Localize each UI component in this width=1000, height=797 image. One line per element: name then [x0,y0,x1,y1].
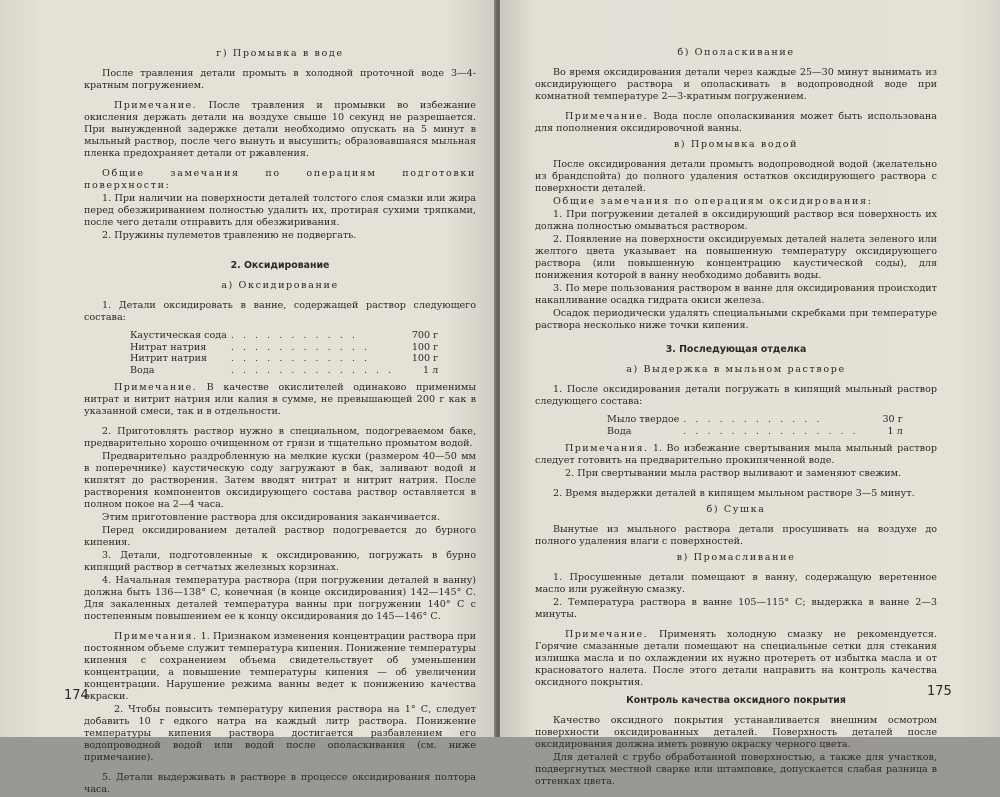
recipe-table [607,414,903,437]
note-text: 1. Признаком изменения концентрации раствора при постоянном объеме служит температура кипения. Понижение температуры кипения с сохранением объема свидетельствует об уменьшении концентрации, а повышение температуры кипения — об увеличении концентрации. Нарушение режима ванны ведет к понижению качества окраски. [84,631,477,702]
paragraph: После оксидирования детали промыть водопроводной водой (желательно из брандспойта) до полного удаления остатков оксидирующего раствора с поверхности деталей. [535,159,937,194]
recipe-qty: 700 г [411,330,439,341]
paragraph: 1. При наличии на поверхности деталей толстого слоя смазки или жира перед обезжириванием полностью удалить их, протирая сухими тряпками, после чего детали отправить для обезжиривания. [84,193,476,228]
page-number: 175 [927,684,952,699]
paragraph: 2. Пружины пулеметов травлению не подвергать. [102,230,357,241]
recipe-name: Нитрат натрия [130,341,207,353]
subsection-title-oiling: в) Промасливание [676,552,796,563]
note-label: Примечание. [114,382,198,393]
recipe-row: Нитрит натрия . . . . . . . . . . . . 100 г [130,353,439,364]
section-title-oxidation: 2. Оксидирование [230,260,330,271]
recipe-table [130,330,438,376]
left-page [0,0,496,795]
note-text: 2. При свертывании мыла раствор выливают и заменяют свежим. [565,468,902,479]
remarks-title: Общие замечания по операциям подготовки поверхности: [84,168,476,191]
recipe-name: Нитрит натрия [130,353,207,364]
paragraph: Для деталей с грубо обработанной поверхностью, а также для участков, подвергнутых местной сварке или штамповке, допускается слабая разница в оттенках цвета. [535,752,937,787]
section-title-water-wash: в) Промывка водой [673,139,799,150]
paragraph: 2. Приготовлять раствор нужно в специальном, подогреваемом баке, предварительно хорошо очищенном от грязи и тщательно промытом водой. [84,426,476,449]
page-number: 174 [64,688,89,703]
section-title-rinse-water: г) Промывка в воде [216,48,344,59]
paragraph: 1. После оксидирования детали погружать в кипящий мыльный раствор следующего состава: [535,384,937,407]
right-page [500,0,1000,787]
notes-label: Примечания. [114,631,198,642]
paragraph: Вынутые из мыльного раствора детали просушивать на воздухе до полного удаления влаги с поверхностей. [535,524,937,547]
paragraph: Этим приготовление раствора для оксидирования заканчивается. [102,512,440,523]
note [535,629,937,689]
note-label: Примечание. [565,629,649,640]
note [535,111,937,135]
paragraph: Перед оксидированием деталей раствор подогревается до бурного кипения. [84,525,476,548]
paragraph: 1. Просушенные детали помещают в ванну, содержащую веретенное масло или ружейную смазку. [535,572,937,595]
paragraph: 2. Температура раствора в ванне 105—115° С; выдержка в ванне 2—3 минуты. [535,597,937,620]
recipe-name: Вода [130,364,155,376]
note-text: После травления и промывки во избежание окисления держать детали на воздухе свыше 10 секунд не разрешается. При вынужденной задержке детали необходимо опускать на 5 минут в мыльный раствор, после чего вынуть и высушить; образовавшаяся мыльная пленка предохраняет детали от ржавления. [84,100,476,159]
note-label: Примечание. [565,111,649,122]
paragraph: Предварительно раздробленную на мелкие куски (размером 40—50 мм в поперечнике) каустическую соду загружают в бак, заливают водой и кипятят до растворения. Затем вводят нитрат и нитрит натрия. После растворения компонентов оксидирующего состава раствор оставляется в полном покое на 2—4 часа. [84,451,476,510]
paragraph: 5. Детали выдерживать в растворе в процессе оксидирования полтора часа. [84,772,476,795]
paragraph: 2. Появление на поверхности оксидируемых деталей налета зеленого или желтого цвета указывает на повышенную температуру оксидирующего раствора (или повышенную концентрацию каустической соды), для понижения которой в ванну необходимо добавить воды. [535,234,937,281]
section-title-rinsing: б) Ополаскивание [677,47,795,58]
note-text: Применять холодную смазку не рекомендуется. Горячие смазанные детали помещают на специальные сетки для стекания излишка масла и по охлаждении их нужно протереть от избытка масла и от красноватого налета. После этого детали направить на контроль качества оксидного покрытия. [535,629,937,688]
recipe-row: Каустическая сода . . . . . . . . . . . 700 г [130,330,439,341]
recipe-qty: 1 л [422,364,439,376]
note [84,100,476,160]
recipe-row: Вода . . . . . . . . . . . . . . 1 л [130,364,439,376]
subsection-title-soap: а) Выдержка в мыльном растворе [626,364,846,375]
paragraph: 1. Детали оксидировать в ванне, содержащей раствор следующего состава: [84,300,476,323]
note-text: Вода после ополаскивания может быть использована для пополнения оксидировочной ванны. [535,111,937,134]
subsection-title-oxidation: а) Оксидирование [221,280,339,291]
note-text: В качестве окислителей одинаково применимы нитрат и нитрит натрия или калия в сумме, не превышающей 200 г как в указанной смеси, так и в отдельности. [84,382,476,417]
paragraph: Во время оксидирования детали через каждые 25—30 минут вынимать из оксидирующего раствора и ополаскивать в водопроводной воде при комнатной температуре 2—3-кратным погружением. [535,67,937,102]
paragraph: 3. По мере пользования раствором в ванне для оксидирования происходит накапливание осадка гидрата окиси железа. [535,283,937,306]
recipe-row: Нитрат натрия . . . . . . . . . . . . 100 г [130,341,439,353]
paragraph: 1. При погружении деталей в оксидирующий раствор вся поверхность их должна полностью омываться раствором. [535,209,937,232]
recipe-qty: 100 г [411,341,439,353]
note-text: 2. Чтобы повысить температуру кипения раствора на 1° С, следует добавить 10 г едкого натра на каждый литр раствора. Понижение температуры кипения раствора достигается разбавлением его водопроводной водой или водой после ополаскивания (см. ниже примечание). [84,704,476,763]
paragraph: 4. Начальная температура раствора (при погружении деталей в ванну) должна быть 136—138° С, конечная (в конце оксидирования) 142—145° С. Для закаленных деталей температура ванны при погружении 140° С с постепенным повышением ее к концу оксидирования до 145—146° С. [84,575,476,622]
paragraph: Осадок периодически удалять специальными скребками при температуре раствора несколько ниже точки кипения. [535,308,937,331]
paragraph: После травления детали промыть в холодной проточной воде 3—4-кратным погружением. [84,68,476,91]
right-page-text [535,47,937,789]
notes-label: Примечания. [565,443,649,454]
section-title-finishing: 3. Последующая отделка [665,344,807,355]
paragraph: 3. Детали, подготовленные к оксидированию, погружать в бурно кипящий раствор в сетчатых железных корзинах. [84,550,476,573]
left-page-text [84,44,476,797]
paragraph: 2. Время выдержки деталей в кипящем мыльном растворе 3—5 минут. [553,488,915,499]
recipe-name: Мыло твердое [607,414,680,425]
recipe-qty: 30 г [882,414,903,425]
note [84,382,476,418]
recipe-name: Вода [607,425,632,437]
paragraph: Качество оксидного покрытия устанавливается внешним осмотром поверхности оксидированных деталей. Поверхность деталей после оксидирования должна иметь ровную окраску черного цвета. [535,715,937,750]
remarks-title: Общие замечания по операциям оксидирования: [553,196,873,207]
notes [535,443,937,467]
note-label: Примечание. [114,100,198,111]
recipe-row: Мыло твердое . . . . . . . . . . . . 30 г [607,414,903,425]
recipe-row: Вода . . . . . . . . . . . . . . . 1 л [607,425,903,437]
subsection-title-drying: б) Сушка [706,504,766,515]
note-text: 1. Во избежание свертывания мыла мыльный раствор следует готовить на предварительно прокипяченной воде. [535,443,937,466]
recipe-qty: 100 г [411,353,439,364]
notes [84,631,476,703]
recipe-name: Каустическая сода [130,330,227,341]
section-title-quality-control: Контроль качества оксидного покрытия [626,695,846,706]
recipe-qty: 1 л [887,425,903,437]
